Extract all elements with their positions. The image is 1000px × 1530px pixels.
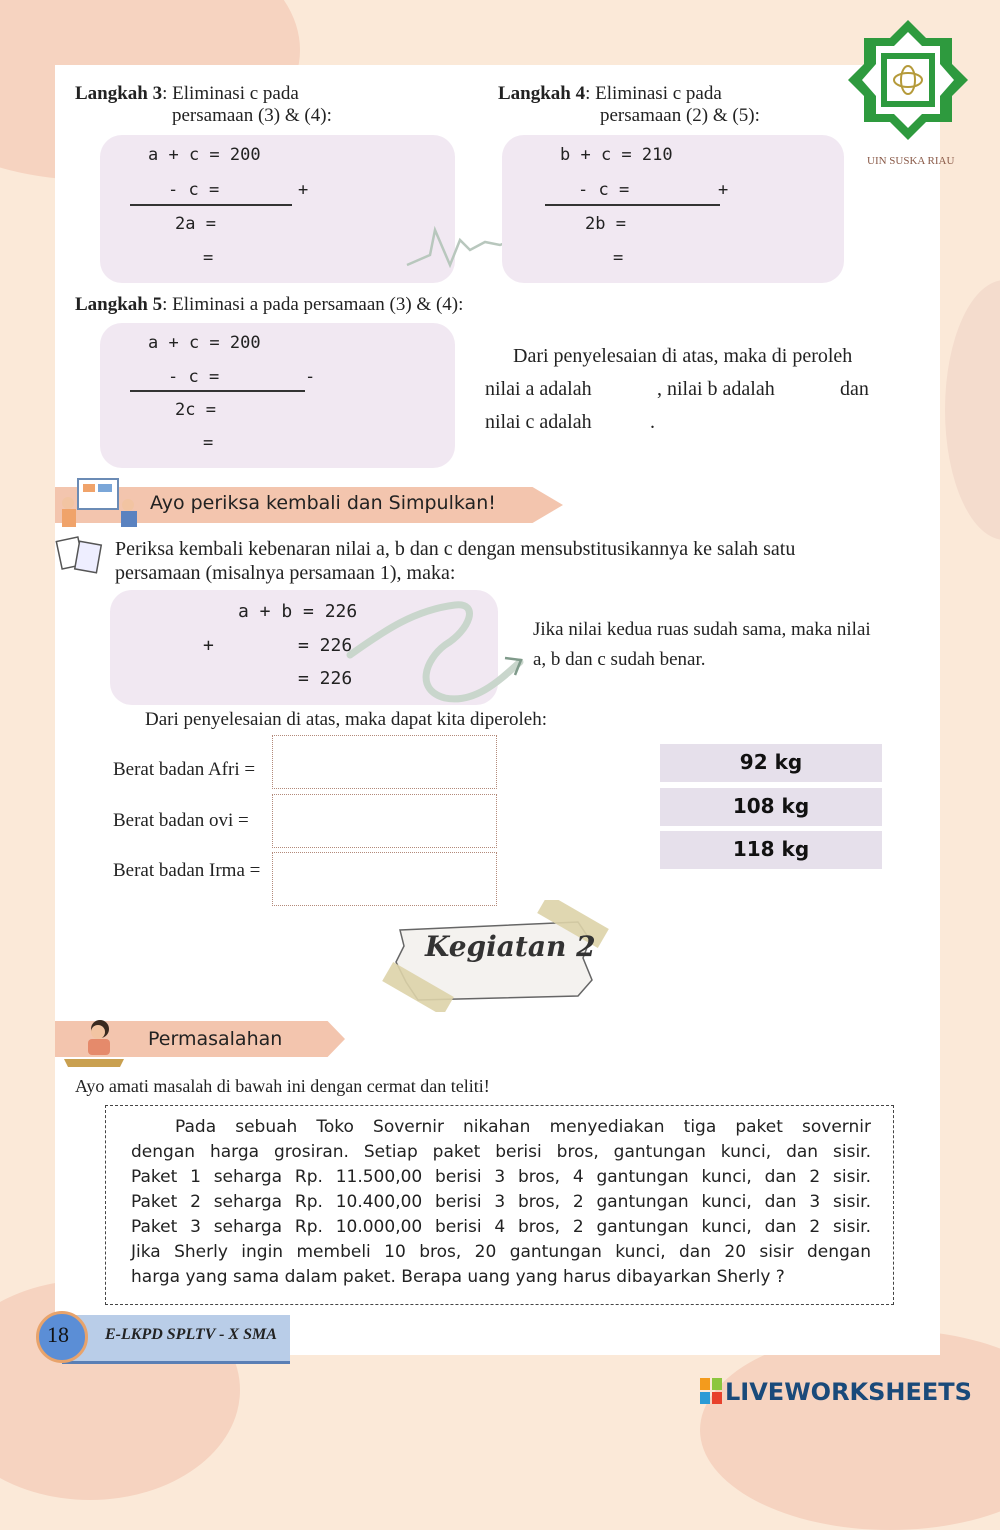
student-writing-icon — [62, 1015, 127, 1067]
step5-line — [130, 390, 305, 392]
bg-blob — [945, 280, 1000, 540]
check-note1: Jika nilai kedua ruas sudah sama, maka nilai — [533, 619, 871, 640]
step3-eq4: = — [203, 248, 214, 268]
check-text1: Periksa kembali kebenaran nilai a, b dan c dengan mensubstitusikannya ke salah satu — [115, 538, 796, 560]
liveworksheets-icon — [700, 1378, 722, 1404]
step5-eq2: - c = — [168, 367, 220, 387]
footer-title: E-LKPD SPLTV - X SMA — [105, 1326, 277, 1343]
step3-heading — [75, 83, 299, 105]
problem-line: Paket 1 seharga Rp. 11.500,00 berisi 3 bros, 4 gantungan kunci, dan 2 sisir. — [131, 1167, 871, 1187]
problem-text — [131, 1115, 871, 1290]
problem-line: Jika Sherly ingin membeli 10 bros, 20 gantungan kunci, dan 20 sisir dengan — [131, 1242, 871, 1262]
step3-title: Langkah 3 — [75, 83, 163, 104]
step4-desc2: persamaan (2) & (5): — [600, 105, 760, 126]
option-118kg[interactable]: 118 kg — [660, 831, 882, 869]
step5-heading — [75, 294, 463, 316]
step4-box — [502, 135, 844, 283]
step4-eq3: 2b = — [585, 214, 626, 234]
step4-line — [545, 204, 720, 206]
step3-eq2: - c = — [168, 180, 220, 200]
problem-line: harga yang sama dalam paket. Berapa uang yang harus dibayarkan Sherly ? — [131, 1267, 785, 1287]
option-92kg[interactable]: 92 kg — [660, 744, 882, 782]
afri-label: Berat badan Afri = — [113, 759, 256, 780]
afri-answer-drop[interactable] — [272, 735, 497, 789]
problem-intro: Ayo amati masalah di bawah ini dengan cermat dan teliti! — [75, 1076, 490, 1096]
irma-label: Berat badan Irma = — [113, 860, 261, 881]
problem-line: Paket 3 seharga Rp. 10.000,00 berisi 4 bros, 2 gantungan kunci, dan 2 sisir. — [131, 1217, 871, 1237]
step5-eq3: 2c = — [175, 400, 216, 420]
logo-caption: UIN SUSKA RIAU — [867, 155, 955, 167]
check-banner-title: Ayo periksa kembali dan Simpulkan! — [150, 492, 496, 514]
step3-op: + — [298, 180, 309, 200]
uin-logo-icon — [848, 18, 968, 148]
page-number: 18 — [47, 1322, 69, 1347]
step5-eq1: a + c = 200 — [148, 333, 261, 353]
check-note2: a, b dan c sudah benar. — [533, 649, 706, 670]
step5-desc: : Eliminasi a pada persamaan (3) & (4): — [162, 294, 464, 315]
problem-banner-title: Permasalahan — [148, 1028, 283, 1050]
check-eq3: = 226 — [298, 668, 353, 689]
conclusion-line3a: nilai c adalah — [485, 411, 592, 433]
step5-eq4: = — [203, 433, 214, 453]
step3-eq1: a + c = 200 — [148, 145, 261, 165]
step5-op: - — [305, 367, 316, 387]
logo — [848, 18, 968, 148]
step3-desc2: persamaan (3) & (4): — [172, 105, 332, 126]
step3-desc1: : Eliminasi c pada — [162, 83, 299, 104]
problem-line: Paket 2 seharga Rp. 10.400,00 berisi 3 bros, 2 gantungan kunci, dan 3 sisir. — [131, 1192, 871, 1212]
result-intro: Dari penyelesaian di atas, maka dapat kita diperoleh: — [145, 709, 548, 730]
conclusion-line1: Dari penyelesaian di atas, maka di peroleh — [513, 345, 853, 367]
option-108kg[interactable]: 108 kg — [660, 788, 882, 826]
conclusion-line2b: , nilai b adalah — [657, 378, 775, 400]
documents-icon — [55, 535, 107, 577]
step4-eq1: b + c = 210 — [560, 145, 673, 165]
ovi-answer-drop[interactable] — [272, 794, 497, 848]
liveworksheets-brand: LIVEWORKSHEETS — [725, 1378, 972, 1406]
problem-line: Pada sebuah Toko Sovernir nikahan menyediakan tiga paket sovernir — [175, 1117, 871, 1137]
step4-eq4: = — [613, 248, 624, 268]
bg-blob — [700, 1330, 1000, 1530]
irma-answer-drop[interactable] — [272, 852, 497, 906]
step3-eq3: 2a = — [175, 214, 216, 234]
check-eq1: a + b = 226 — [238, 601, 358, 622]
check-eq2-op: + — [203, 635, 214, 656]
step5-title: Langkah 5 — [75, 294, 163, 315]
conclusion-line3b: . — [650, 411, 655, 433]
step4-title: Langkah 4 — [498, 83, 586, 104]
check-eq2: = 226 — [298, 635, 353, 656]
liveworksheets-logo — [700, 1378, 722, 1408]
conclusion-line2a: nilai a adalah — [485, 378, 592, 400]
activity-title: Kegiatan 2 — [425, 930, 596, 963]
check-text2: persamaan (misalnya persamaan 1), maka: — [115, 562, 456, 584]
people-illustration-icon — [58, 475, 143, 530]
step3-line — [130, 204, 292, 206]
conclusion-line2c: dan — [840, 378, 869, 400]
step4-eq2: - c = — [578, 180, 630, 200]
step4-heading — [498, 83, 722, 105]
problem-line: dengan harga grosiran. Setiap paket berisi bros, gantungan kunci, dan sisir. — [131, 1142, 871, 1162]
step4-op: + — [718, 180, 729, 200]
step4-desc1: : Eliminasi c pada — [585, 83, 722, 104]
ovi-label: Berat badan ovi = — [113, 810, 249, 831]
curly-arrow-icon — [345, 600, 525, 705]
